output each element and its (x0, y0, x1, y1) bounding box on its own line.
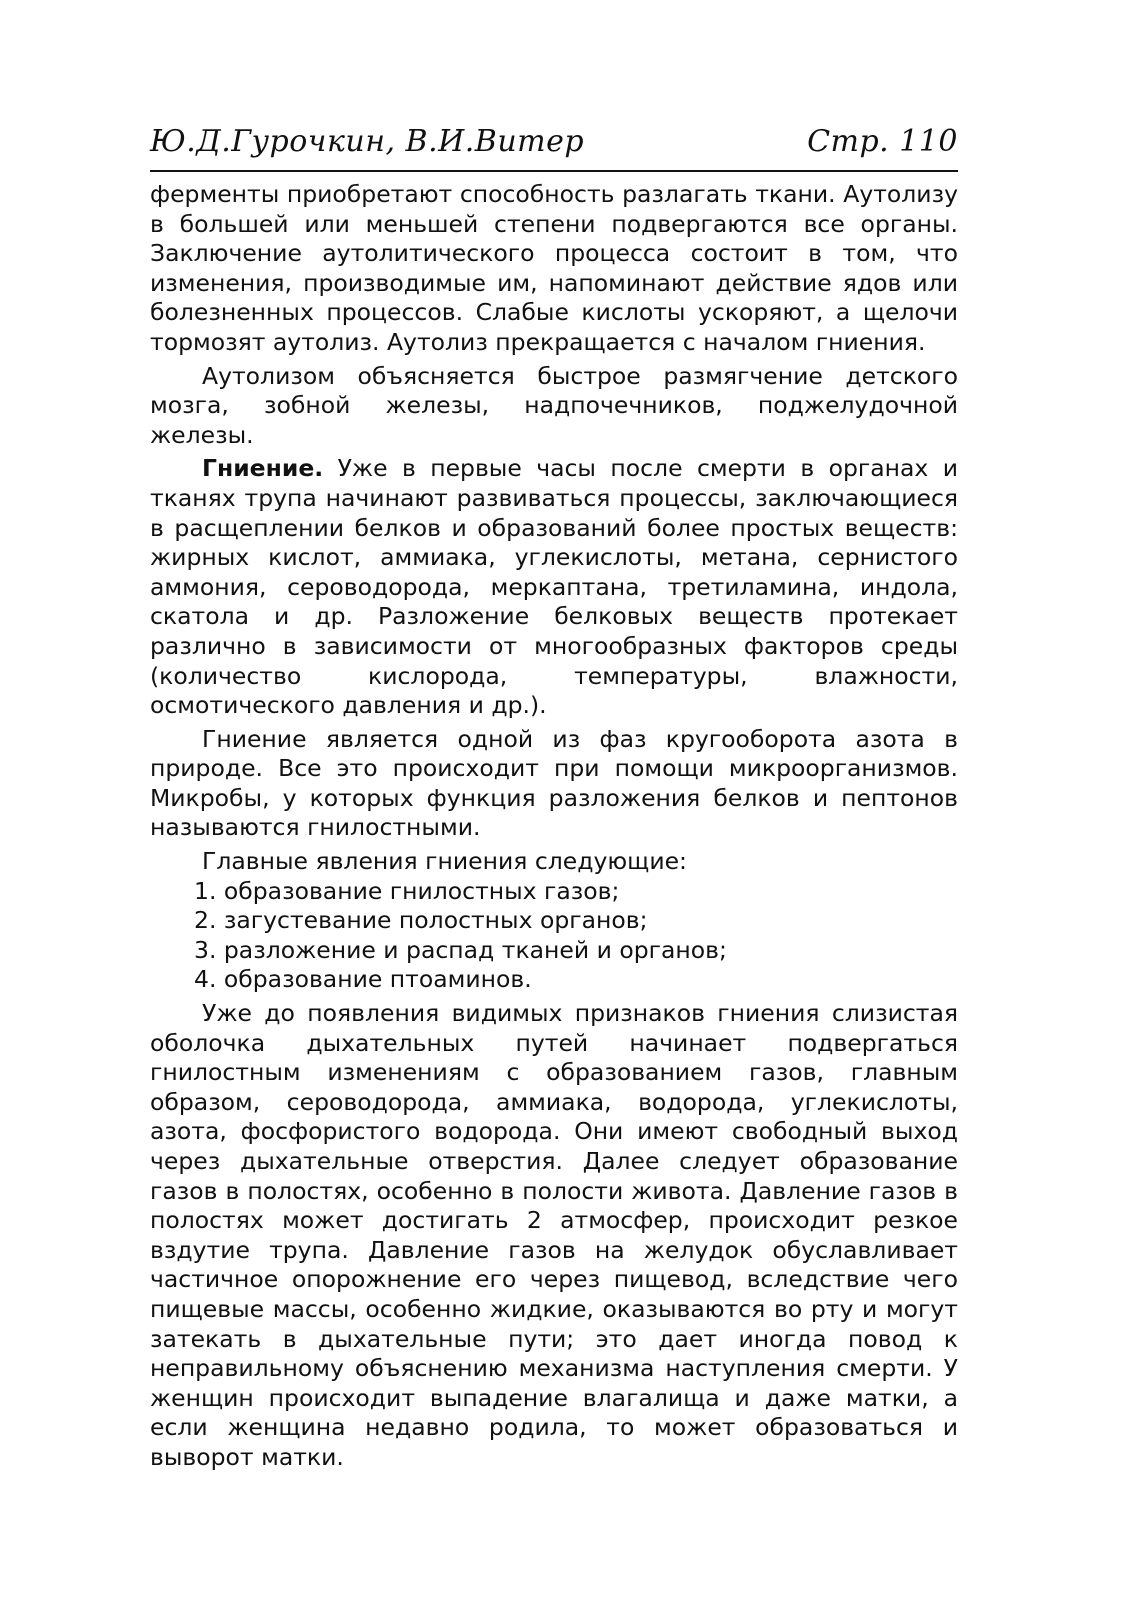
running-head (150, 124, 958, 164)
list-item: 1. образование гнилостных газов; (194, 876, 620, 905)
paragraph: Аутолизом объясняется быстрое размягчение детского мозга, зобной железы, надпочечников, поджелудочной железы. (150, 361, 958, 449)
page-label: Стр. (807, 124, 890, 159)
page-folio (807, 124, 958, 159)
header-rule (150, 170, 958, 172)
list-item: 4. образование птоаминов. (194, 965, 532, 994)
paragraph: ферменты приобретают способность разлагать ткани. Аутолизу в большей или меньшей степени подвергаются все органы. Заключение аутолитического процесса состоит в том, что изменения, производимые им, напоминают действие ядов или болезненных процессов. Слабые кислоты ускоряют, а щелочи тормозят аутолиз. Аутолиз прекращается с началом гниения. (150, 180, 958, 356)
header-authors: Ю.Д.Гурочкин, В.И.Витер (150, 124, 585, 159)
paragraph: Уже до появления видимых признаков гниения слизистая оболочка дыхательных путей начинает подвергаться гнилостным изменениям с образованием газов, главным образом, сероводорода, аммиака, водорода, углекислоты, азота, фосфористого водорода. Они имеют свободный выход через дыхательные отверстия. Далее следует образование газов в полостях, особенно в полости живота. Давление газов в полостях может достигать 2 атмосфер, происходит резкое вздутие трупа. Давление газов на желудок обуславливает частичное опорожнение его через пищевод, вследствие чего пищевые массы, особенно жидкие, оказываются во рту и могут затекать в дыхательные пути; это дает иногда повод к неправильному объяснению механизма наступления смерти. У женщин происходит выпадение влагалища и даже матки, а если женщина недавно родила, то может образоваться и выворот матки. (150, 999, 958, 1471)
page-number: 110 (899, 124, 958, 159)
paragraph: Главные явления гниения следующие: (202, 847, 687, 876)
book-page (150, 124, 958, 1473)
paragraph: Гниение является одной из фаз кругооборота азота в природе. Все это происходит при помощи микроорганизмов. Микробы, у которых функция разложения белков и пептонов называются гнилостными. (150, 724, 958, 842)
list-item: 3. разложение и распад тканей и органов; (194, 935, 727, 964)
paragraph (150, 454, 958, 720)
list-item: 2. загустевание полостных органов; (194, 906, 648, 935)
body-text (150, 180, 958, 1473)
paragraph-text: Уже в первые часы после смерти в органах и тканях трупа начинают развиваться процессы, заключающиеся в расщеплении белков и образований более простых веществ: жирных кислот, аммиака, углекислоты, метана, сернистого аммония, сероводорода, меркаптана, третиламина, индола, скатола и др. Разложение белковых веществ протекает различно в зависимости от многообразных факторов среды (количество кислорода, температуры, влажности, осмотического давления и др.). (150, 454, 958, 720)
section-heading: Гниение. (202, 454, 324, 483)
